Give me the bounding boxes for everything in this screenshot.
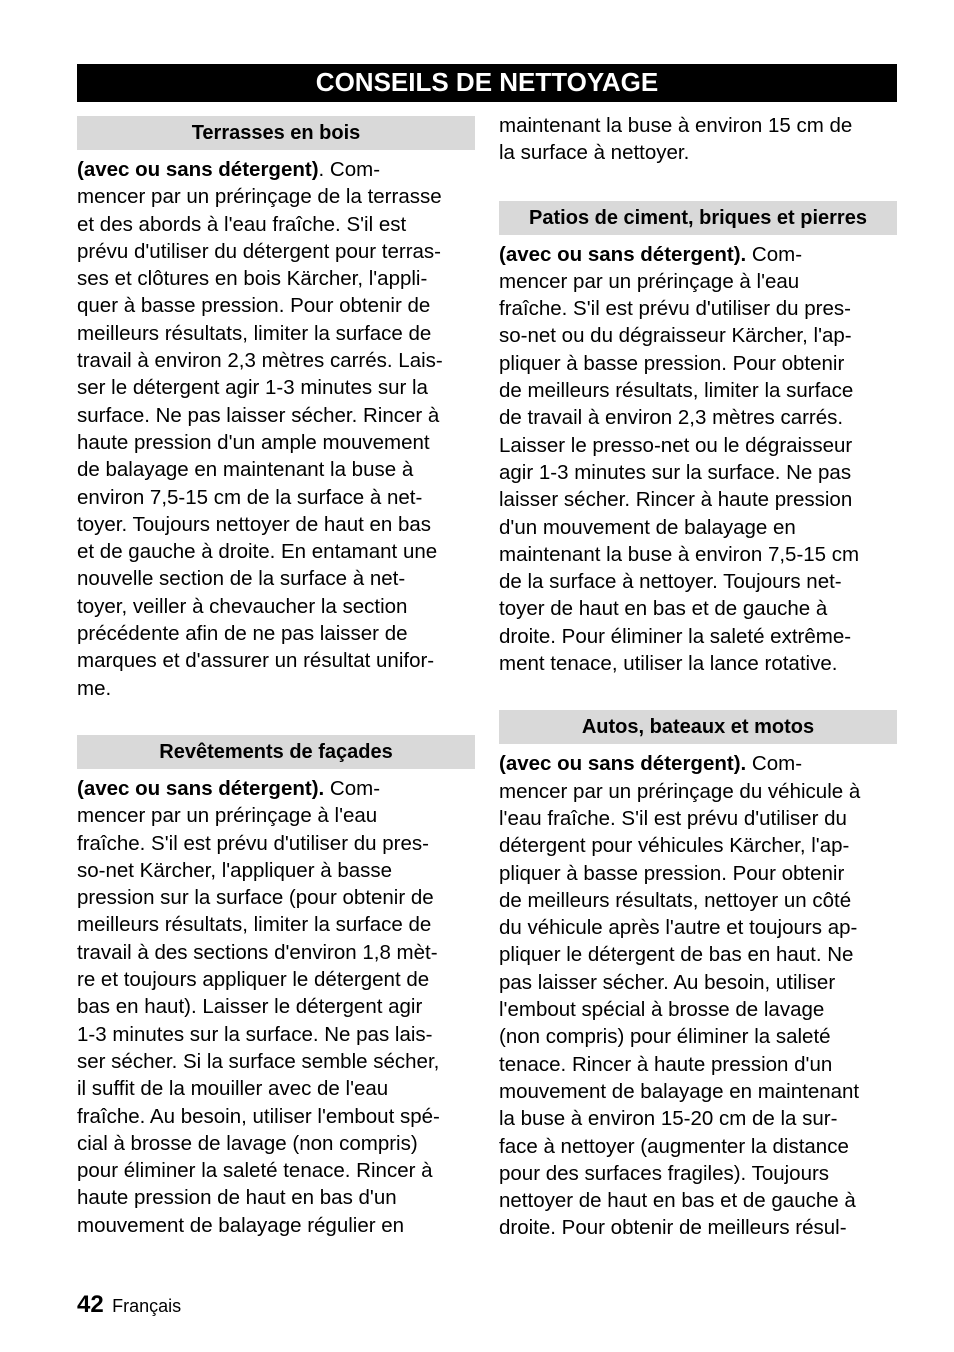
section-body-terrasses <box>77 156 475 702</box>
text-line: et des abords à l'eau fraîche. S'il est <box>77 212 407 236</box>
bold-lead: (avec ou sans détergent) <box>77 158 319 181</box>
text-line: droite. Pour obtenir de meilleurs résul- <box>499 1216 847 1240</box>
text-line: nettoyer de haut en bas et de gauche à <box>499 1189 856 1213</box>
page-number: 42 <box>77 1291 104 1318</box>
section-heading-terrasses: Terrasses en bois <box>77 116 475 150</box>
section-body-facades <box>77 775 475 1239</box>
text-line: mouvement de balayage régulier en <box>77 1213 405 1237</box>
text-line: pliquer à basse pression. Pour obtenir <box>499 351 845 375</box>
section-heading-patios: Patios de ciment, briques et pierres <box>499 201 897 235</box>
text-line: cial à brosse de lavage (non compris) <box>77 1131 418 1155</box>
section-heading-autos: Autos, bateaux et motos <box>499 710 897 744</box>
text-line: mencer par un prérinçage de la terrasse <box>77 185 442 209</box>
text-line: droite. Pour éliminer la saleté extrême- <box>499 624 852 648</box>
text-line: de meilleurs résultats, nettoyer un côté <box>499 888 852 912</box>
text-line: nouvelle section de la surface à net- <box>77 567 406 591</box>
text-line: fraîche. S'il est prévu d'utiliser du pres- <box>77 831 429 855</box>
text-line: tenace. Rincer à haute pression d'un <box>499 1052 833 1076</box>
page-footer <box>77 1291 181 1319</box>
text-line: toyer de haut en bas et de gauche à <box>499 597 828 621</box>
text-line: so-net ou du dégraisseur Kärcher, l'ap- <box>499 324 852 348</box>
text-line: il suffit de la mouiller avec de l'eau <box>77 1077 389 1101</box>
text-line: pliquer à basse pression. Pour obtenir <box>499 861 845 885</box>
text-line: ses et clôtures en bois Kärcher, l'appli- <box>77 267 428 291</box>
text-line: bas en haut). Laisser le détergent agir <box>77 995 423 1019</box>
text-line: de travail à environ 2,3 mètres carrés. <box>499 406 844 430</box>
text-line: l'eau fraîche. S'il est prévu d'utiliser du <box>499 806 847 830</box>
text-line: pression sur la surface (pour obtenir de <box>77 886 434 910</box>
text-line: mouvement de balayage en maintenant <box>499 1079 860 1103</box>
text-line: fraîche. Au besoin, utiliser l'embout spé- <box>77 1104 440 1128</box>
text-line: marques et d'assurer un résultat unifor- <box>77 649 435 673</box>
text-line: toyer. Toujours nettoyer de haut en bas <box>77 512 432 536</box>
text-line: de la surface à nettoyer. Toujours net- <box>499 570 842 594</box>
text-line: ment tenace, utiliser la lance rotative. <box>499 652 838 676</box>
text-line: face à nettoyer (augmenter la distance <box>499 1134 849 1158</box>
text-line: maintenant la buse à environ 7,5-15 cm <box>499 542 860 566</box>
bold-lead: (avec ou sans détergent). <box>77 776 325 800</box>
text-line: pas laisser sécher. Au besoin, utiliser <box>499 970 836 994</box>
text-line: de meilleurs résultats, limiter la surface <box>499 379 854 403</box>
text-line: pour des surfaces fragiles). Toujours <box>499 1161 830 1185</box>
text-line: (avec ou sans détergent). Com- <box>499 752 803 776</box>
text-line: d'un mouvement de balayage en <box>499 515 796 539</box>
text-line: du véhicule après l'autre et toujours ap- <box>499 916 858 940</box>
text-line: laisser sécher. Rincer à haute pression <box>499 488 853 512</box>
text-line: toyer, veiller à chevaucher la section <box>77 594 408 618</box>
text-line: mencer par un prérinçage à l'eau <box>77 804 378 828</box>
text-line: détergent pour véhicules Kärcher, l'ap- <box>499 834 850 858</box>
page-language: Français <box>112 1296 182 1316</box>
text-line: la surface à nettoyer. <box>499 141 690 165</box>
text-line: 1-3 minutes sur la surface. Ne pas lais- <box>77 1022 433 1046</box>
text-line: (avec ou sans détergent). Com- <box>77 158 381 181</box>
section-body-patios <box>499 241 897 678</box>
text-line: la buse à environ 15-20 cm de la sur- <box>499 1107 838 1131</box>
text-line: prévu d'utiliser du détergent pour terras- <box>77 239 441 263</box>
text-line: me. <box>77 676 112 700</box>
section-heading-facades: Revêtements de façades <box>77 735 475 769</box>
text-line: so-net Kärcher, l'appliquer à basse <box>77 858 393 882</box>
text-line: pour éliminer la saleté tenace. Rincer à <box>77 1159 433 1183</box>
left-column <box>77 116 475 1239</box>
text-line: environ 7,5-15 cm de la surface à net- <box>77 485 423 509</box>
text-line: maintenant la buse à environ 15 cm de <box>499 114 853 137</box>
text-line: Laisser le presso-net ou le dégraisseur <box>499 433 853 457</box>
text-line: mencer par un prérinçage à l'eau <box>499 269 800 293</box>
text-line: ser le détergent agir 1-3 minutes sur la <box>77 376 428 400</box>
text-line: (avec ou sans détergent). Com- <box>499 242 803 266</box>
continuation-text <box>499 112 897 167</box>
text-line: l'embout spécial à brosse de lavage <box>499 998 825 1022</box>
text-line: de balayage en maintenant la buse à <box>77 458 414 482</box>
text-line: travail à environ 2,3 mètres carrés. Lais- <box>77 349 443 373</box>
text-line: re et toujours appliquer le détergent de <box>77 968 430 992</box>
section-body-autos <box>499 750 897 1241</box>
text-line: quer à basse pression. Pour obtenir de <box>77 294 431 318</box>
text-line: (non compris) pour éliminer la saleté <box>499 1025 831 1049</box>
text-line: agir 1-3 minutes sur la surface. Ne pas <box>499 460 852 484</box>
text-line: surface. Ne pas laisser sécher. Rincer à <box>77 403 440 427</box>
text-line: travail à des sections d'environ 1,8 mèt- <box>77 940 438 964</box>
text-line: et de gauche à droite. En entamant une <box>77 540 438 564</box>
text-line: haute pression de haut en bas d'un <box>77 1186 397 1210</box>
text-line: fraîche. S'il est prévu d'utiliser du pres- <box>499 297 851 321</box>
text-line: ser sécher. Si la surface semble sécher, <box>77 1049 440 1073</box>
text-line: meilleurs résultats, limiter la surface de <box>77 913 432 937</box>
text-line: précédente afin de ne pas laisser de <box>77 622 408 646</box>
bold-lead: (avec ou sans détergent). <box>499 752 747 776</box>
text-line: mencer par un prérinçage du véhicule à <box>499 779 861 803</box>
text-line: (avec ou sans détergent). Com- <box>77 776 381 800</box>
text-line: meilleurs résultats, limiter la surface de <box>77 321 432 345</box>
bold-lead: (avec ou sans détergent). <box>499 242 747 266</box>
text-line: pliquer le détergent de bas en haut. Ne <box>499 943 854 967</box>
right-column <box>499 112 897 1242</box>
text-line: haute pression d'un ample mouvement <box>77 430 430 454</box>
page-title: CONSEILS DE NETTOYAGE <box>77 64 897 102</box>
